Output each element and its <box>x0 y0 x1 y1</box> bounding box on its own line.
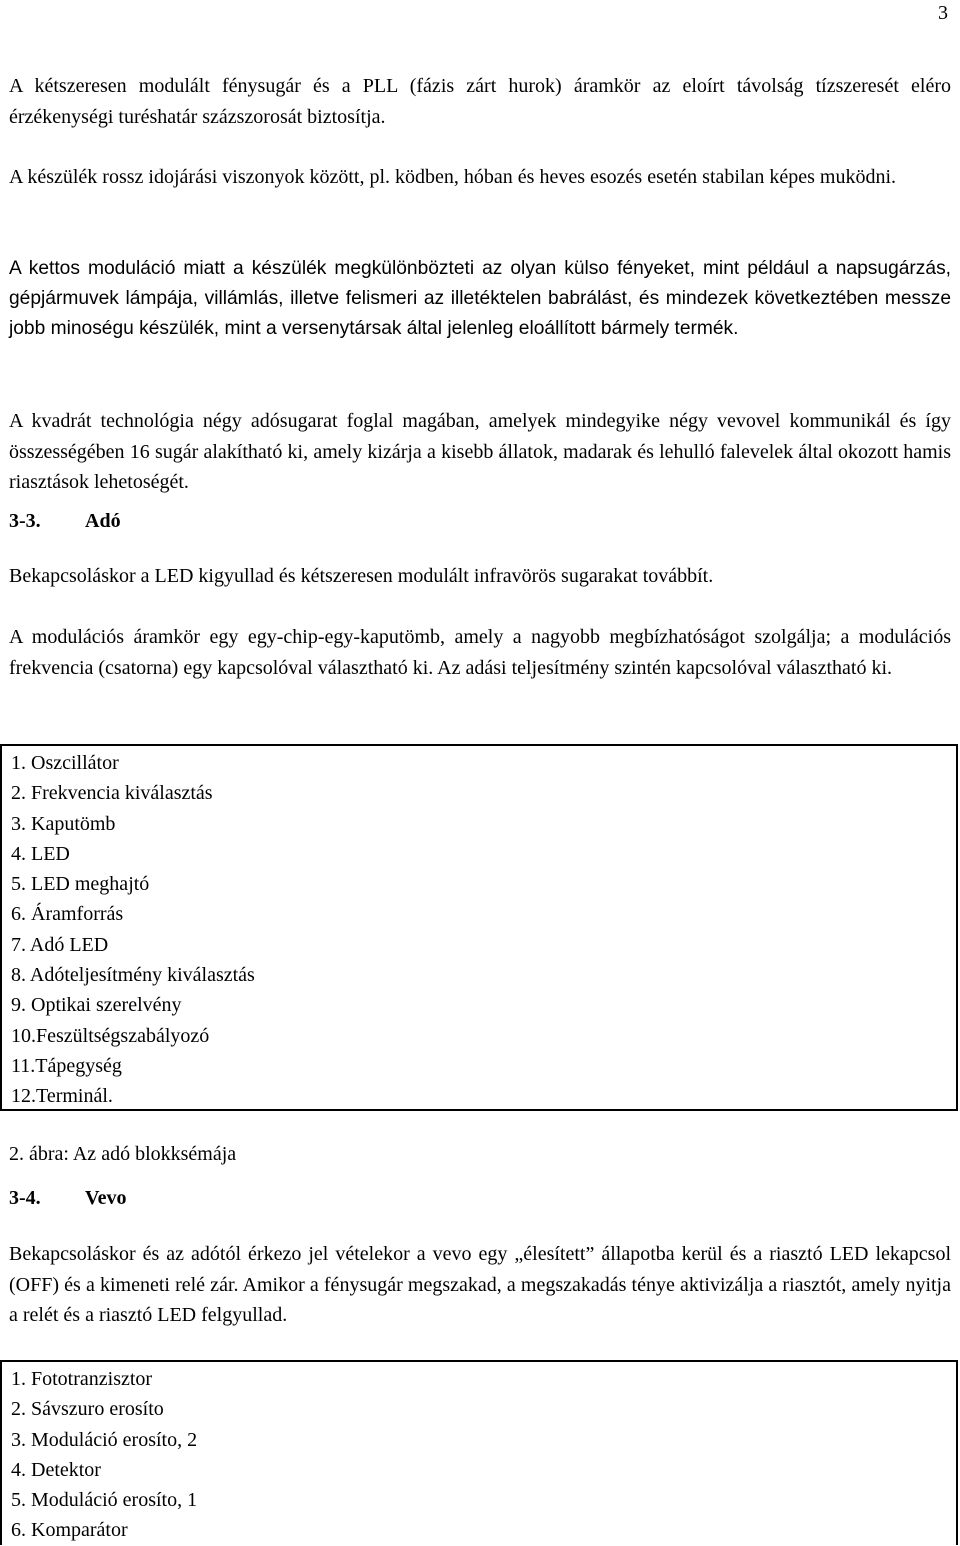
receiver-block-list <box>0 1360 958 1545</box>
list-item: 3. Moduláció erosíto, 2 <box>11 1428 198 1451</box>
section-number: 3-3. <box>9 510 41 532</box>
section-title: Vevo <box>85 1187 127 1209</box>
list-item: 6. Áramforrás <box>11 903 124 926</box>
section-number: 3-4. <box>9 1187 41 1209</box>
list-item: 9. Optikai szerelvény <box>11 994 182 1017</box>
transmitter-block-list <box>0 744 958 1111</box>
list-item: 1. Oszcillátor <box>11 752 119 774</box>
page-number: 3 <box>938 2 948 24</box>
paragraph-sensitivity: A kétszeresen modulált fénysugár és a PLL (fázis zárt hurok) áramkör az eloírt távolság tízszeresét eléro érzékenységi turéshatár százszorosát biztosítja. <box>9 75 951 128</box>
section-title: Adó <box>85 510 121 532</box>
list-item: 2. Frekvencia kiválasztás <box>11 782 213 805</box>
paragraph-receiver: Bekapcsoláskor és az adótól érkezo jel vételekor a vevo egy „élesített” állapotba kerül és a riasztó LED lekapcsol (OFF) és a kimeneti relé zár. Amikor a fénysugár megszakad, a megszakadás ténye aktivizálja a riasztót, amely nyitja a relét és a riasztó LED felgyullad. <box>9 1243 951 1326</box>
figure-caption: 2. ábra: Az adó blokksémája <box>9 1143 237 1165</box>
list-item: 3. Kaputömb <box>11 812 116 835</box>
paragraph-double-modulation: A kettos moduláció miatt a készülék megkülönbözteti az olyan külso fényeket, mint például a napsugárzás, gépjármuvek lámpája, villámlás, illetve felismeri az illetéktelen babrálást, és mindezek következtében messze jobb minoségu készülék, mint a versenytársak által jelenleg eloállított bármely termék. <box>9 258 951 339</box>
list-item: 5. Moduláció erosíto, 1 <box>11 1489 198 1512</box>
section-heading-receiver <box>9 1187 126 1210</box>
list-item: 4. Detektor <box>11 1458 101 1481</box>
paragraph-modulation-circuit: A modulációs áramkör egy egy-chip-egy-kaputömb, amely a nagyobb megbízhatóságot szolgálja; a modulációs frekvencia (csatorna) egy kapcsolóval választható ki. Az adási teljesítmény szintén kapcsolóval választható ki. <box>9 626 951 679</box>
paragraph-quad-technology: A kvadrát technológia négy adósugarat foglal magában, amelyek mindegyike négy vevovel kommunikál és így összességében 16 sugár alakítható ki, amely kizárja a kisebb állatok, madarak és lehulló falevelek által okozott hamis riasztások lehetoségét. <box>9 410 951 493</box>
list-item: 1. Fototranzisztor <box>11 1368 153 1390</box>
list-item: 5. LED meghajtó <box>11 873 150 896</box>
list-item: 12.Terminál. <box>11 1085 113 1108</box>
list-item: 6. Komparátor <box>11 1519 128 1542</box>
list-item: 4. LED <box>11 842 70 865</box>
list-item: 7. Adó LED <box>11 933 109 956</box>
paragraph-weather: A készülék rossz idojárási viszonyok között, pl. ködben, hóban és heves esozés esetén stabilan képes muködni. <box>9 166 897 188</box>
list-item: 2. Sávszuro erosíto <box>11 1398 164 1421</box>
paragraph-power-on: Bekapcsoláskor a LED kigyullad és kétszeresen modulált infravörös sugarakat továbbít. <box>9 565 714 587</box>
list-item: 10.Feszültségszabályozó <box>11 1024 210 1047</box>
list-item: 8. Adóteljesítmény kiválasztás <box>11 964 255 987</box>
section-heading-transmitter <box>9 510 121 533</box>
list-item: 11.Tápegység <box>11 1054 122 1077</box>
